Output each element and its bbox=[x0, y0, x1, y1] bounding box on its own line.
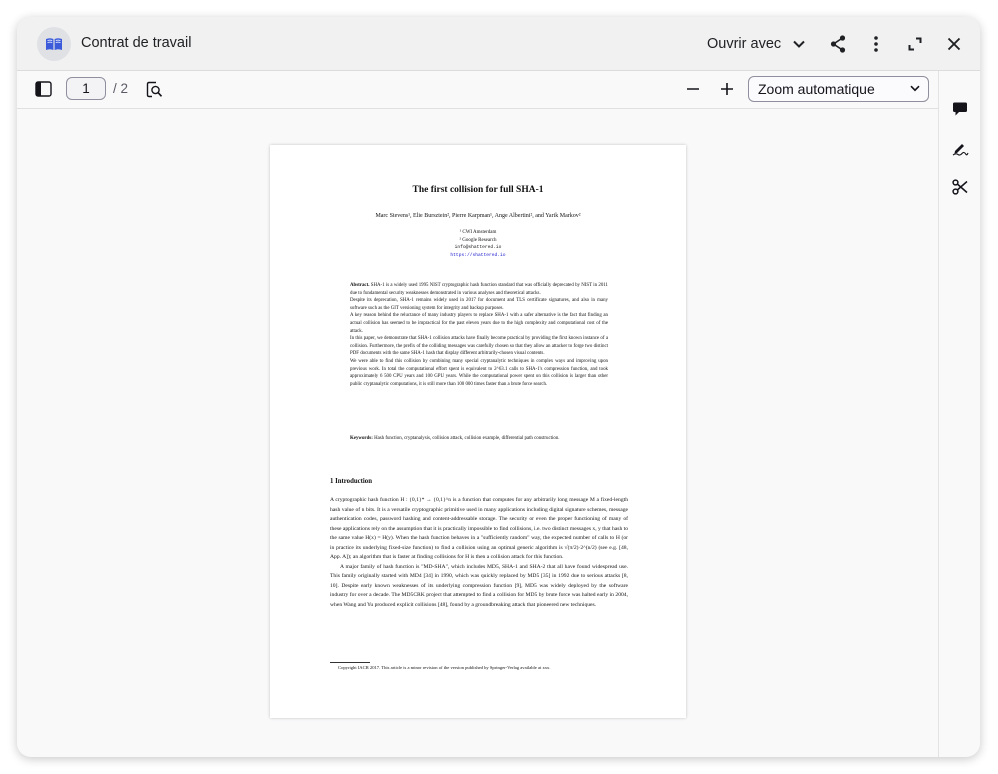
signature-button[interactable] bbox=[950, 138, 970, 158]
comment-icon bbox=[952, 101, 968, 117]
pdf-viewer-window bbox=[17, 17, 980, 757]
body-paragraph: A major family of hash function is "MD-SHA", which includes MD5, SHA-1 and SHA-2 that all have found widespread use. This family originally started with MD4 [34] in 1990, which was quickly replaced by MD5 [35] in 1992 due to serious attacks [8, 10]. Despite early known weaknesses of its underlying compression function [9], MD5 was widely deployed by the software industry for over a decade. The MD5CRK project that attempted to find a collision for MD5 by brute force was halted early in 2004, when Wang and Yu produced explicit collisions [48], found by a groundbreaking attack that pioneered new techniques. bbox=[330, 563, 628, 609]
share-button[interactable] bbox=[828, 34, 848, 54]
paper-affiliations bbox=[270, 229, 686, 259]
comment-button[interactable] bbox=[950, 99, 970, 119]
more-vertical-icon bbox=[874, 36, 878, 52]
paper-body bbox=[330, 496, 628, 611]
abstract-paragraph: A key reason behind the reluctance of many industry players to replace SHA-1 with a safer alternative is the fact that finding an actual collision has seemed to be impractical for the past eleven years due to the high complexity and computational cost of the attack. bbox=[350, 313, 608, 334]
scissors-icon bbox=[952, 179, 968, 195]
paper-keywords bbox=[350, 435, 608, 443]
close-button[interactable] bbox=[944, 34, 964, 54]
find-in-document-icon bbox=[146, 81, 163, 98]
section-heading: 1 Introduction bbox=[330, 478, 372, 485]
paper-abstract bbox=[350, 282, 608, 388]
abstract-paragraph: We were able to find this collision by combining many special cryptanalytic techniques in complex ways and improving upon previous work. In total the computational effort spent is equivalent to 2^63.1 calls to SHA-1's compression function, and took approximately 6 500 CPU years and 100 GPU years. While the computational power spent on this collision is larger than other public cryptanalytic computations, it is still more than 100 000 times faster than a brute force search. bbox=[350, 358, 608, 387]
footnote-rule bbox=[330, 662, 370, 663]
paper-footnote: Copyright IACR 2017. This article is a minor revision of the version published by Springer-Verlag available at xxx. bbox=[338, 665, 551, 670]
plus-icon bbox=[720, 82, 734, 96]
abstract-label: Abstract. bbox=[350, 283, 370, 288]
zoom-out-button[interactable] bbox=[684, 80, 702, 98]
zoom-select[interactable] bbox=[748, 76, 929, 102]
paper-title: The first collision for full SHA-1 bbox=[412, 185, 544, 195]
body-paragraph: A cryptographic hash function H : {0,1}* → {0,1}^n is a function that computes for any arbitrarily long message M a fixed-length hash value of n bits. It is a versatile cryptographic primitive used in many applications including digital signature schemes, message authentication codes, password hashing and content-addressable storage. The security or even the proper functioning of many of these applications rely on the assumption that it is practically impossible to find collisions, i.e. two distinct messages x, y that hash to the same value H(x) = H(y). When the hash function behaves in a "sufficiently random" way, the expected number of calls to H (or in practice its underlying fixed-size function) to find a collision using an optimal generic algorithm is √(π/2)·2^(n/2) (see e.g. [48, App. A]); an algorithm that is faster at finding collisions for H is then a collision attack for this function. bbox=[330, 497, 628, 561]
zoom-value: Zoom automatique bbox=[758, 81, 875, 97]
document-title: Contrat de travail bbox=[81, 35, 192, 51]
affiliation-cwi: ¹ CWI Amsterdam bbox=[459, 230, 497, 235]
find-button[interactable] bbox=[145, 80, 163, 98]
book-icon bbox=[45, 37, 63, 51]
minus-icon bbox=[686, 82, 700, 96]
toggle-sidebar-button[interactable] bbox=[34, 80, 52, 98]
chevron-down-icon bbox=[910, 85, 920, 92]
page-number-input[interactable] bbox=[66, 77, 106, 100]
app-icon bbox=[37, 27, 71, 61]
open-with-button[interactable] bbox=[707, 17, 805, 70]
zoom-in-button[interactable] bbox=[718, 80, 736, 98]
affiliation-google: ² Google Research bbox=[459, 237, 497, 243]
expand-button[interactable] bbox=[905, 34, 925, 54]
title-bar bbox=[17, 17, 980, 71]
project-link[interactable]: https://shattered.io bbox=[450, 252, 506, 258]
chevron-down-icon bbox=[793, 40, 805, 48]
cut-button[interactable] bbox=[950, 177, 970, 197]
document-viewer[interactable] bbox=[17, 109, 938, 757]
pdf-page bbox=[270, 145, 686, 718]
keywords-label: Keywords: bbox=[350, 436, 373, 441]
pdf-toolbar bbox=[17, 71, 938, 109]
expand-icon bbox=[908, 37, 922, 51]
contact-email: info@shattered.io bbox=[454, 245, 502, 251]
abstract-paragraph: In this paper, we demonstrate that SHA-1 collision attacks have finally become practical by providing the first known instance of a collision. Furthermore, the prefix of the colliding messages was carefully chosen so that they allow an attacker to forge two distinct PDF documents with the same SHA-1 hash that display different arbitrarily-chosen visual contents. bbox=[350, 336, 608, 357]
signature-icon bbox=[952, 140, 969, 156]
share-icon bbox=[830, 35, 846, 53]
paper-authors: Marc Stevens¹, Elie Bursztein², Pierre Karpman¹, Ange Albertini², and Yarik Markov² bbox=[375, 213, 581, 219]
keywords-text: Hash function, cryptanalysis, collision attack, collision example, differential path construction. bbox=[374, 436, 560, 441]
annotation-sidebar bbox=[938, 71, 980, 757]
page-count: / 2 bbox=[113, 81, 129, 96]
open-with-label: Ouvrir avec bbox=[707, 35, 782, 52]
sidebar-icon bbox=[35, 81, 52, 97]
abstract-paragraph: Despite its deprecation, SHA-1 remains widely used in 2017 for document and TLS certificate signatures, and also in many software such as the GIT versioning system for integrity and backup purposes. bbox=[350, 298, 608, 311]
close-icon bbox=[947, 37, 961, 51]
abstract-paragraph: SHA-1 is a widely used 1995 NIST cryptographic hash function standard that was officially deprecated by NIST in 2011 due to fundamental security weaknesses demonstrated in various analyses and theoretical attacks. bbox=[350, 283, 608, 296]
more-options-button[interactable] bbox=[866, 34, 886, 54]
